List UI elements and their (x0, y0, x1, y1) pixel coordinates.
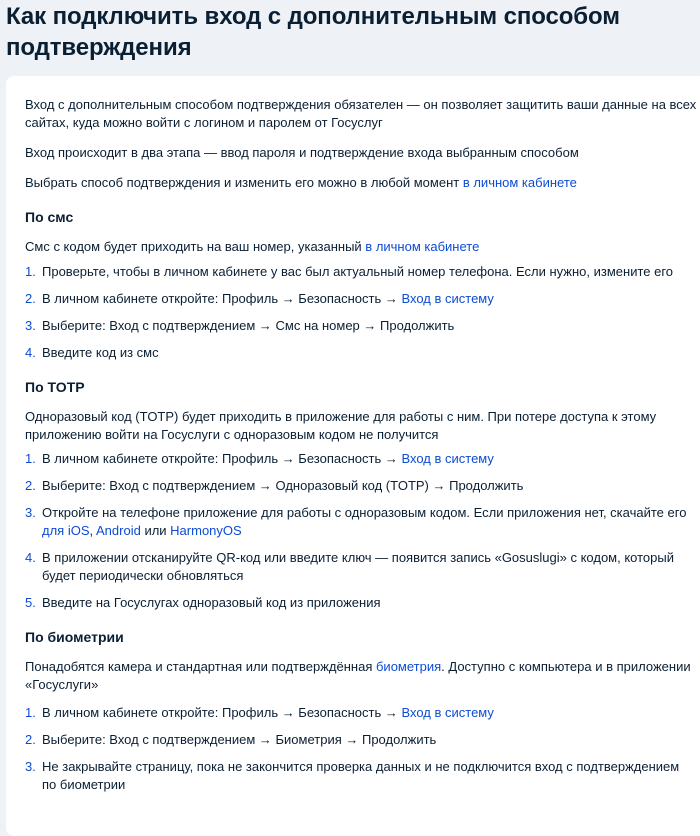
intro-paragraph-2 (25, 144, 700, 162)
totp-steps (25, 450, 700, 612)
step-number: 1. (25, 264, 36, 279)
totp-description: Одноразовый код (TOTP) будет приходить в приложение для работы с ним. При потере доступа к этому приложению войти на Госуслуги с одноразовым кодом не получится (25, 409, 657, 442)
personal-account-link[interactable]: в личном кабинете (462, 175, 577, 190)
ios-link[interactable]: для iOS (42, 523, 90, 538)
sms-personal-account-link[interactable]: в личном кабинете (365, 239, 480, 254)
sms-desc-text: Смс с кодом будет приходить на ваш номер, указанный (25, 239, 366, 254)
list-item (25, 504, 700, 540)
totp-heading: По TOTP (25, 379, 85, 395)
step-text: Выберите: Вход с подтверждением → Смс на номер → Продолжить (42, 318, 455, 333)
step-text: В личном кабинете откройте: Профиль → Безопасность → (42, 705, 402, 720)
intro-text-2: Вход происходит в два этапа — ввод пароля и подтверждение входа выбранным способом (25, 145, 579, 160)
separator: , (89, 523, 97, 538)
bio-desc-text-after: . Доступно с компьютера и в приложении «Госуслуги» (25, 659, 691, 692)
step-number: 4. (25, 345, 36, 360)
sms-heading: По смс (25, 209, 74, 225)
list-item (25, 758, 700, 794)
list-item (25, 594, 700, 612)
content-card (6, 76, 700, 836)
list-item (25, 549, 700, 585)
step-text: Откройте на телефоне приложение для работы с одноразовым кодом. Если приложения нет, скачайте его (42, 505, 687, 520)
step-text: Выберите: Вход с подтверждением → Биометрия → Продолжить (42, 732, 437, 747)
step-number: 2. (25, 732, 36, 747)
step-number: 3. (25, 759, 36, 774)
intro-paragraph-1 (25, 96, 700, 132)
intro-text-3: Выбрать способ подтверждения и изменить его можно в любой момент (25, 175, 463, 190)
step-number: 5. (25, 595, 36, 610)
biometry-heading: По биометрии (25, 629, 124, 645)
bio-desc-text: Понадобятся камера и стандартная или подтверждённая (25, 659, 376, 674)
list-item (25, 450, 700, 468)
step-number: 1. (25, 451, 36, 466)
biometry-description (25, 658, 700, 694)
list-item (25, 704, 700, 722)
step-text: Проверьте, чтобы в личном кабинете у вас был актуальный номер телефона. Если нужно, измените его (42, 264, 674, 279)
list-item (25, 731, 700, 749)
step-text: В личном кабинете откройте: Профиль → Безопасность → (42, 451, 402, 466)
list-item (25, 290, 700, 308)
list-item (25, 344, 700, 362)
separator: или (140, 523, 171, 538)
biometry-link[interactable]: биометрия (375, 659, 442, 674)
step-text: В личном кабинете откройте: Профиль → Безопасность → (42, 291, 402, 306)
step-number: 2. (25, 291, 36, 306)
biometry-steps (25, 704, 700, 794)
login-system-link[interactable]: Вход в систему (401, 705, 494, 720)
harmonyos-link[interactable]: HarmonyOS (170, 523, 242, 538)
list-item (25, 317, 700, 335)
step-number: 1. (25, 705, 36, 720)
sms-description (25, 238, 700, 256)
list-item (25, 263, 700, 281)
intro-paragraph-3 (25, 174, 700, 192)
page-title: Как подключить вход с дополнительным способом подтверждения (6, 3, 620, 61)
step-number: 3. (25, 318, 36, 333)
step-text: Введите код из смс (42, 345, 159, 360)
sms-steps (25, 263, 700, 362)
step-text: Введите на Госуслугах одноразовый код из приложения (42, 595, 381, 610)
step-number: 2. (25, 478, 36, 493)
android-link[interactable]: Android (96, 523, 141, 538)
step-text: Выберите: Вход с подтверждением → Одноразовый код (TOTP) → Продолжить (42, 478, 524, 493)
login-system-link[interactable]: Вход в систему (401, 451, 494, 466)
intro-text-1: Вход с дополнительным способом подтверждения обязателен — он позволяет защитить ваши данные на всех сайтах, куда можно войти с логином и паролем от Госуслуг (25, 97, 697, 130)
list-item (25, 477, 700, 495)
step-number: 3. (25, 505, 36, 520)
step-number: 4. (25, 550, 36, 565)
step-text: Не закрывайте страницу, пока не закончится проверка данных и не подключится вход с подтверждением по биометрии (42, 759, 680, 792)
step-text: В приложении отсканируйте QR-код или введите ключ — появится запись «Gosuslugi» с кодом, который будет периодически обновляться (42, 550, 674, 583)
login-system-link[interactable]: Вход в систему (401, 291, 494, 306)
